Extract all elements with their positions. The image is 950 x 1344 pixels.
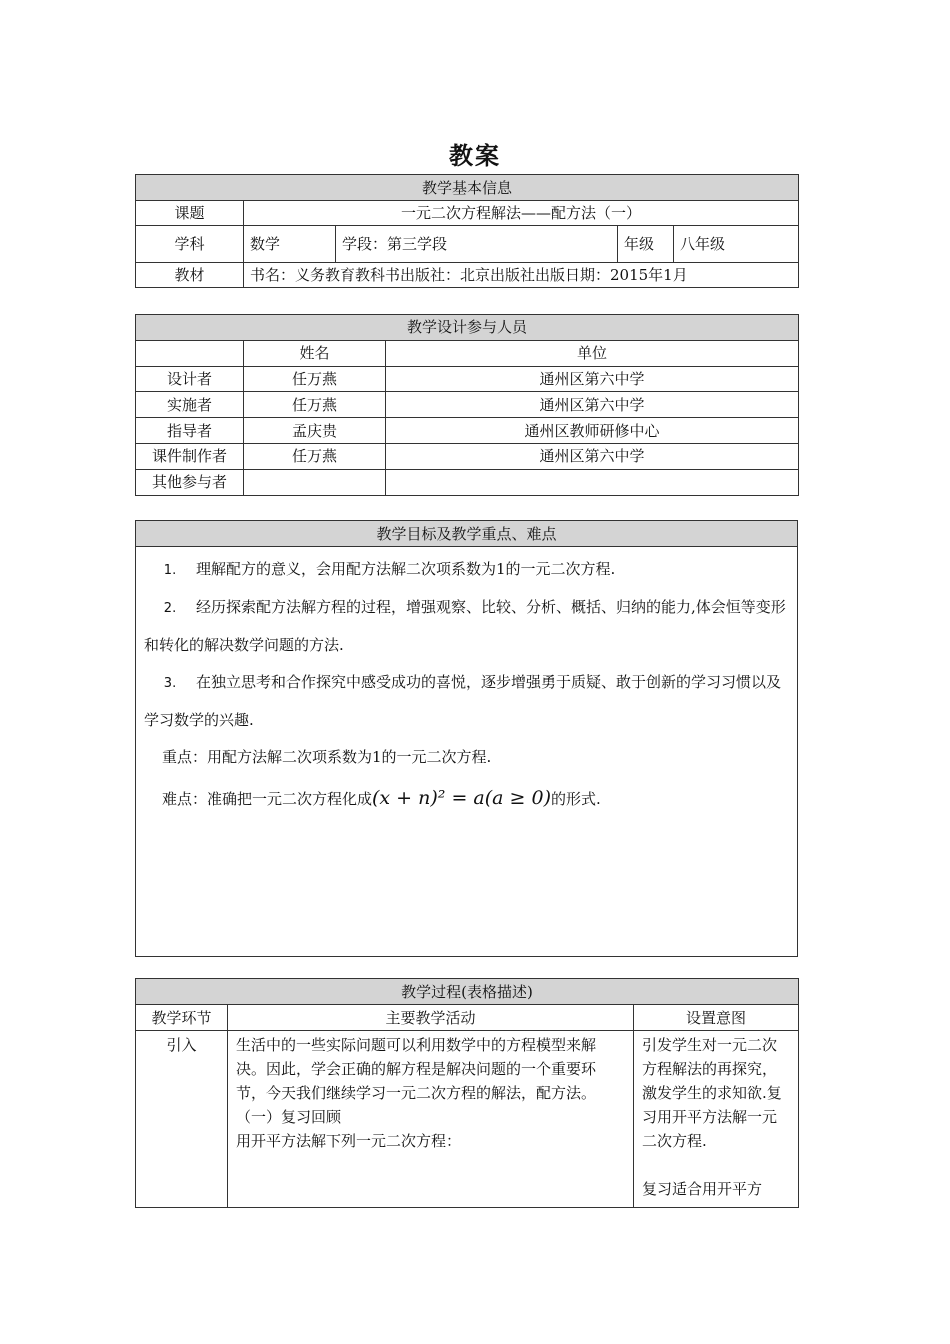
textbook-label: 教材 bbox=[136, 263, 244, 288]
process-header: 教学过程(表格描述) bbox=[136, 979, 799, 1005]
topic-value: 一元二次方程解法——配方法（一） bbox=[244, 201, 799, 226]
name-cell: 孟庆贵 bbox=[244, 418, 386, 444]
activity-cell: 生活中的一些实际问题可以利用数学中的方程模型来解决。因此，学会正确的解方程是解决问题的一个重要环节，今天我们继续学习一元二次方程的解法，配方法。（一）复习回顾 用开平方法解下列一元二次方程： bbox=[228, 1031, 634, 1208]
table-row bbox=[136, 443, 799, 469]
col-intent-header: 设置意图 bbox=[634, 1005, 799, 1031]
unit-cell: 通州区教师研修中心 bbox=[386, 418, 799, 444]
role-cell: 指导者 bbox=[136, 418, 244, 444]
design-team-header: 教学设计参与人员 bbox=[136, 315, 799, 341]
difficulty-formula: (x + n)² = a(a ≥ 0) bbox=[372, 787, 551, 809]
textbook-value: 书名：义务教育教科书出版社：北京出版社出版日期：2015年1月 bbox=[244, 263, 799, 288]
col-activity-header: 主要教学活动 bbox=[228, 1005, 634, 1031]
name-cell: 任万燕 bbox=[244, 392, 386, 418]
stage-value: 学段：第三学段 bbox=[336, 226, 618, 263]
table-row bbox=[136, 418, 799, 444]
table-row bbox=[136, 1031, 799, 1208]
subject-value: 数学 bbox=[244, 226, 336, 263]
role-cell: 其他参与者 bbox=[136, 469, 244, 495]
name-cell: 任万燕 bbox=[244, 366, 386, 392]
stage-cell: 引入 bbox=[136, 1031, 228, 1208]
unit-cell: 通州区第六中学 bbox=[386, 443, 799, 469]
process-table bbox=[135, 978, 799, 1208]
role-cell: 设计者 bbox=[136, 366, 244, 392]
col-unit-header: 单位 bbox=[386, 340, 799, 366]
table-row bbox=[136, 469, 799, 495]
role-cell: 实施者 bbox=[136, 392, 244, 418]
subject-label: 学科 bbox=[136, 226, 244, 263]
objectives-body bbox=[136, 547, 798, 957]
objectives-table bbox=[135, 520, 798, 957]
role-cell: 课件制作者 bbox=[136, 443, 244, 469]
intent-cell: 引发学生对一元二次方程解法的再探究，激发学生的求知欲.复习用开平方法解一元二次方程. 复习适合用开平方 bbox=[634, 1031, 799, 1208]
grade-value: 八年级 bbox=[674, 226, 799, 263]
table-row bbox=[136, 392, 799, 418]
basic-info-table bbox=[135, 174, 799, 288]
key-point: 重点：用配方法解二次项系数为1的一元二次方程. bbox=[162, 748, 492, 766]
col-stage-header: 教学环节 bbox=[136, 1005, 228, 1031]
name-cell: 任万燕 bbox=[244, 443, 386, 469]
unit-cell: 通州区第六中学 bbox=[386, 366, 799, 392]
unit-cell bbox=[386, 469, 799, 495]
objectives-header: 教学目标及教学重点、难点 bbox=[136, 521, 798, 547]
objective-item: 3. 在独立思考和合作探究中感受成功的喜悦，逐步增强勇于质疑、敢于创新的学习习惯以及学习数学的兴趣. bbox=[144, 673, 782, 729]
design-team-table bbox=[135, 314, 799, 496]
difficulty-point: 难点：准确把一元二次方程化成(x + n)² = a(a ≥ 0)的形式. bbox=[162, 787, 601, 809]
objective-item: 2. 经历探索配方法解方程的过程，增强观察、比较、分析、概括、归纳的能力,体会恒等变形和转化的解决数学问题的方法. bbox=[144, 598, 786, 654]
page-title: 教案 bbox=[449, 142, 501, 170]
grade-label: 年级 bbox=[618, 226, 674, 263]
col-name-header: 姓名 bbox=[244, 340, 386, 366]
name-cell bbox=[244, 469, 386, 495]
table-row bbox=[136, 366, 799, 392]
objective-item: 1. 理解配方的意义，会用配方法解二次项系数为1的一元二次方程. bbox=[163, 560, 616, 578]
topic-label: 课题 bbox=[136, 201, 244, 226]
basic-info-header: 教学基本信息 bbox=[136, 175, 799, 201]
unit-cell: 通州区第六中学 bbox=[386, 392, 799, 418]
